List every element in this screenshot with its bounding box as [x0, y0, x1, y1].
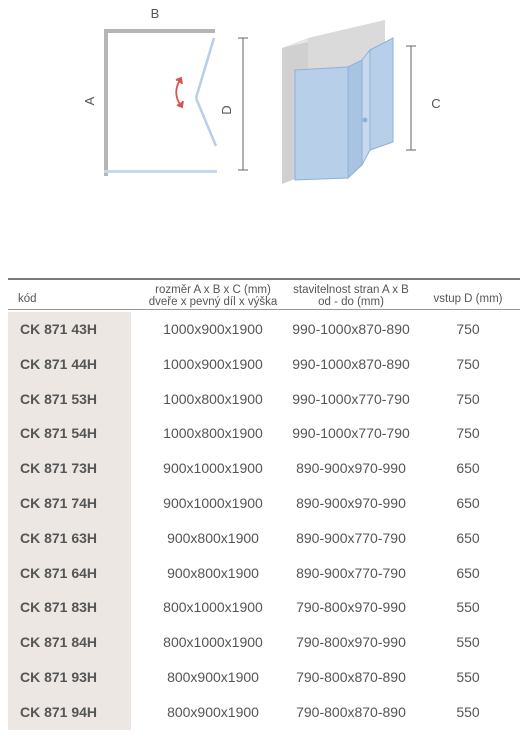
- dimension-line-c: [406, 46, 416, 150]
- table-row: [8, 347, 520, 382]
- table-row: [8, 695, 520, 730]
- header-size: [138, 284, 288, 308]
- table-row: [8, 625, 520, 660]
- cell-size: 1000x900x1900: [163, 355, 263, 372]
- cell-code: CK 871 54H: [20, 425, 98, 442]
- cell-size: 900x1000x1900: [163, 494, 263, 511]
- cell-adjustability: 790-800x970-990: [296, 599, 406, 616]
- table-header: [8, 278, 520, 310]
- cell-size: 1000x900x1900: [163, 321, 263, 337]
- cell-entrance: 750: [456, 321, 480, 337]
- cell-code: CK 871 43H: [20, 321, 98, 337]
- cell-code: CK 871 93H: [20, 668, 98, 685]
- dimension-label-d: D: [219, 105, 234, 115]
- header-code: kód: [18, 293, 37, 305]
- cell-entrance: 550: [456, 634, 480, 651]
- cell-code: CK 871 64H: [20, 564, 98, 581]
- cell-adjustability: 990-1000x770-790: [292, 425, 410, 442]
- cell-size: 900x800x1900: [167, 564, 259, 581]
- cell-entrance: 650: [456, 529, 480, 546]
- header-entrance: vstup D (mm): [433, 293, 503, 305]
- cell-adjustability: 990-1000x770-790: [292, 390, 410, 407]
- cell-adjustability: 890-900x970-990: [296, 494, 406, 511]
- cell-code: CK 871 73H: [20, 460, 98, 477]
- cell-entrance: 550: [456, 703, 480, 720]
- cell-entrance: 750: [456, 390, 480, 407]
- cell-entrance: 750: [456, 425, 480, 442]
- rotation-arrow-icon: [176, 78, 183, 107]
- table-row: [8, 486, 520, 521]
- table-row: [8, 382, 520, 417]
- cell-adjustability: 990-1000x870-890: [292, 321, 410, 337]
- dimension-label-c: C: [431, 96, 441, 111]
- cell-size: 1000x800x1900: [163, 390, 263, 407]
- header-size-line2: dveře x pevný díl x výška: [148, 296, 278, 308]
- dimension-line-d: [238, 38, 248, 170]
- cell-code: CK 871 63H: [20, 529, 98, 546]
- table-row: [8, 660, 520, 695]
- table-row: [8, 416, 520, 451]
- header-adjust-line2: od - do (mm): [318, 296, 384, 308]
- cell-size: 1000x800x1900: [163, 425, 263, 442]
- cell-code: CK 871 53H: [20, 390, 98, 407]
- cell-adjustability: 890-900x970-990: [296, 460, 406, 477]
- cell-entrance: 550: [456, 668, 480, 685]
- cell-entrance: 750: [456, 355, 480, 372]
- cell-adjustability: 890-900x770-790: [296, 564, 406, 581]
- table-row: [8, 312, 520, 347]
- cell-adjustability: 790-800x870-890: [296, 668, 406, 685]
- dimension-label-b: B: [150, 6, 160, 21]
- folding-door-lines: [196, 38, 216, 146]
- plan-view-diagram: [0, 0, 270, 200]
- cell-entrance: 550: [456, 599, 480, 616]
- header-size-line1: rozměr A x B x C (mm): [155, 284, 271, 296]
- cell-size: 900x800x1900: [167, 529, 259, 546]
- table-row: [8, 451, 520, 486]
- cell-adjustability: 790-800x970-990: [296, 634, 406, 651]
- table-body: [8, 312, 520, 730]
- cell-entrance: 650: [456, 564, 480, 581]
- cell-size: 800x900x1900: [167, 668, 259, 685]
- header-adjustability: [286, 284, 416, 308]
- cell-size: 800x1000x1900: [163, 634, 263, 651]
- cell-code: CK 871 44H: [20, 355, 98, 372]
- cell-size: 900x1000x1900: [163, 460, 263, 477]
- cell-entrance: 650: [456, 460, 480, 477]
- cell-code: CK 871 84H: [20, 634, 98, 651]
- cell-code: CK 871 74H: [20, 494, 98, 511]
- table-row: [8, 590, 520, 625]
- cell-size: 800x1000x1900: [163, 599, 263, 616]
- table-row: [8, 556, 520, 591]
- product-table: [8, 278, 520, 730]
- cell-adjustability: 990-1000x870-890: [292, 355, 410, 372]
- table-row: [8, 521, 520, 556]
- isometric-view-diagram: [270, 0, 520, 200]
- cell-entrance: 650: [456, 494, 480, 511]
- cell-code: CK 871 83H: [20, 599, 98, 616]
- header-adjust-line1: stavitelnost stran A x B: [293, 284, 409, 296]
- cell-adjustability: 890-900x770-790: [296, 529, 406, 546]
- cell-adjustability: 790-800x870-890: [296, 703, 406, 720]
- cell-code: CK 871 94H: [20, 703, 98, 720]
- dimension-label-a: A: [82, 96, 97, 106]
- cell-size: 800x900x1900: [167, 703, 259, 720]
- shower-wall-outline: [104, 29, 217, 176]
